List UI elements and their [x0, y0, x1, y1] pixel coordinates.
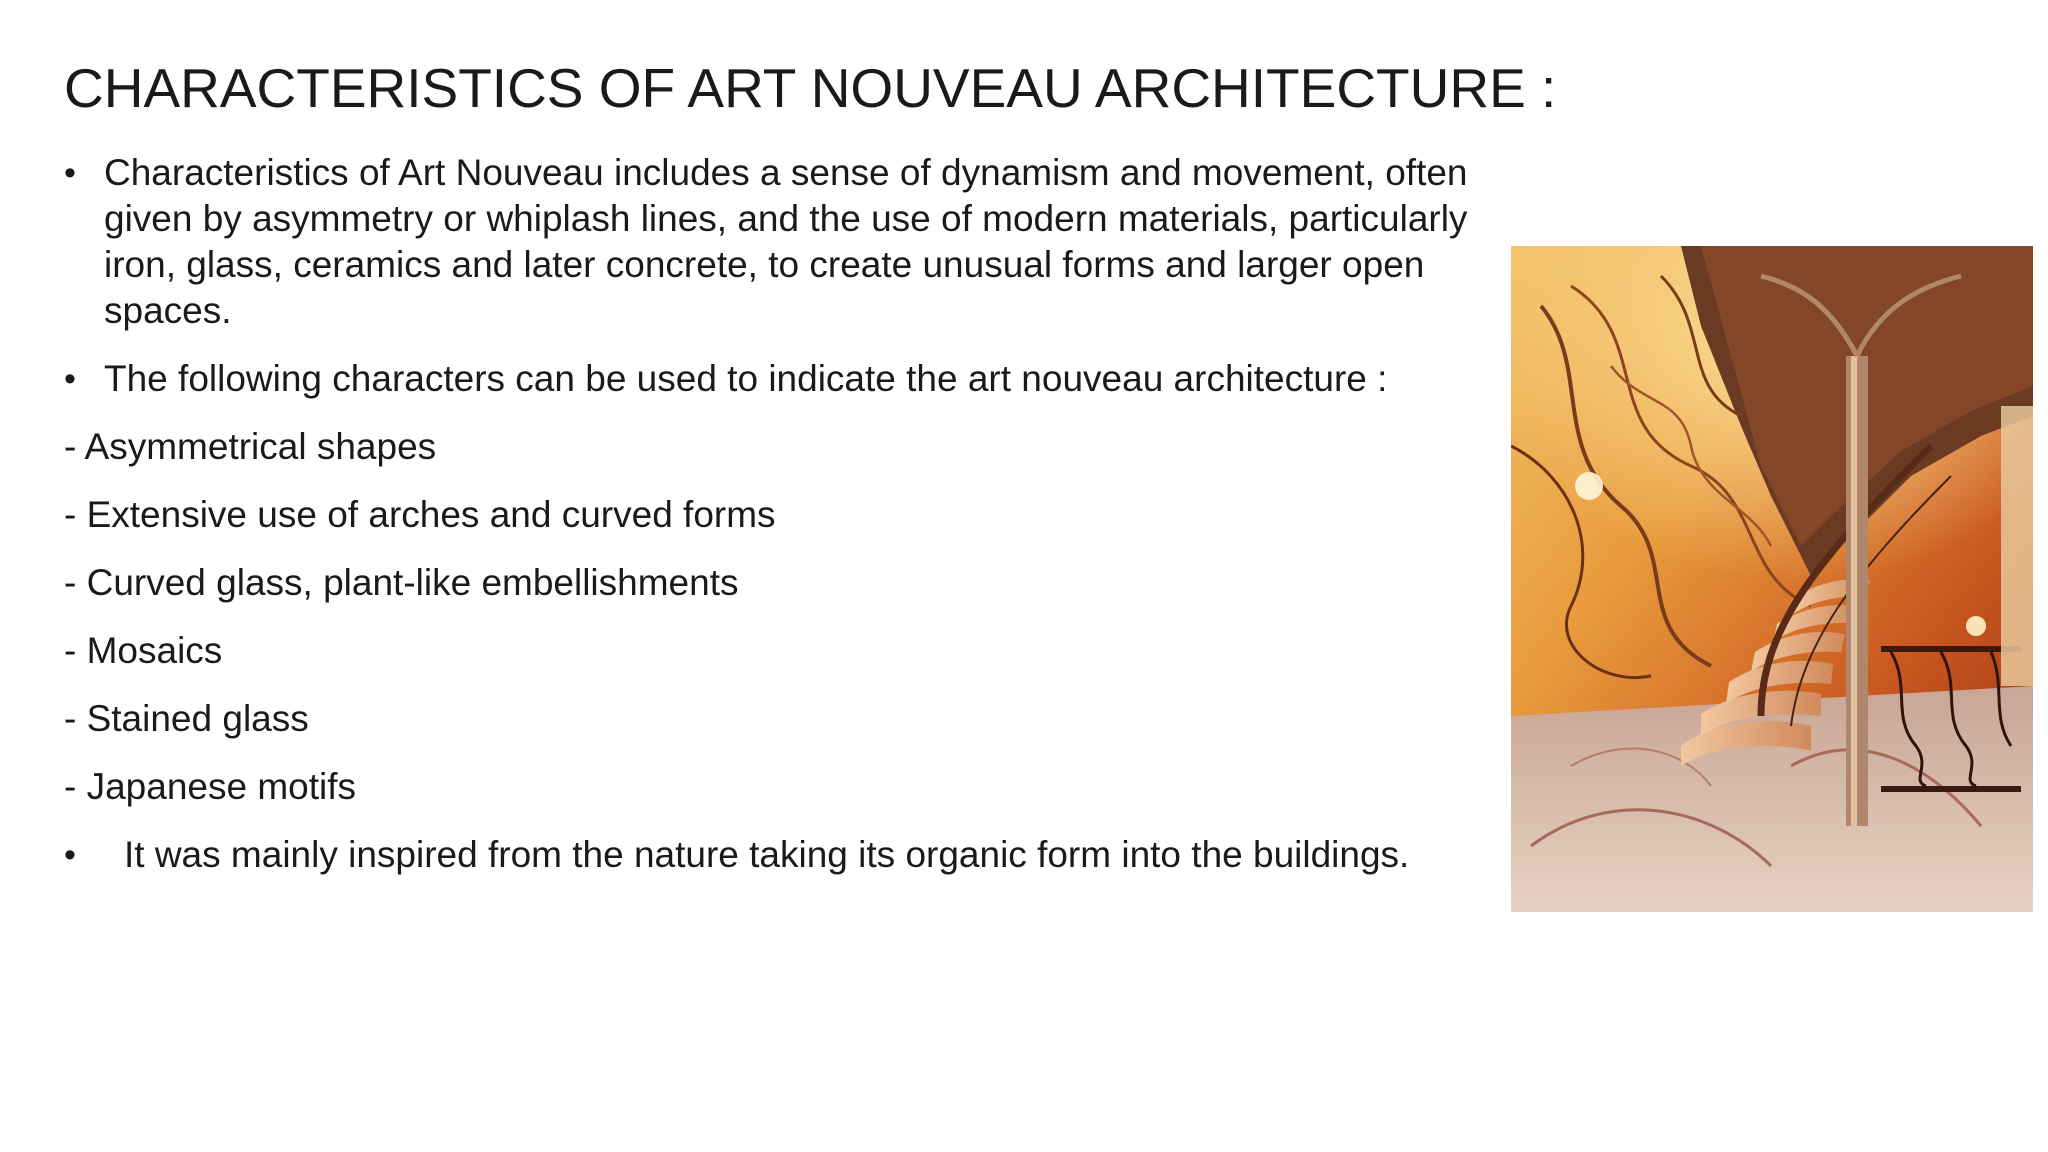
staircase-illustration — [1511, 246, 2033, 912]
slide-body — [64, 150, 1484, 900]
bullet-icon: • — [64, 836, 76, 874]
bullet-icon: • — [64, 154, 76, 192]
art-nouveau-staircase-photo — [1511, 246, 2033, 912]
feature-item: - Extensive use of arches and curved forms — [64, 494, 776, 535]
bullet-text: The following characters can be used to indicate the art nouveau architecture : — [104, 358, 1388, 399]
bullet-icon: • — [64, 360, 76, 398]
slide-title: CHARACTERISTICS OF ART NOUVEAU ARCHITECTURE : — [64, 57, 1557, 119]
feature-item: - Japanese motifs — [64, 766, 357, 807]
bullet-item — [64, 832, 1484, 878]
bullet-text: It was mainly inspired from the nature taking its organic form into the buildings. — [124, 834, 1410, 875]
feature-item: - Asymmetrical shapes — [64, 426, 437, 467]
feature-item: - Mosaics — [64, 630, 223, 671]
feature-item: - Stained glass — [64, 698, 309, 739]
bullet-item — [64, 150, 1484, 334]
feature-item: - Curved glass, plant-like embellishments — [64, 562, 739, 603]
bullet-text: Characteristics of Art Nouveau includes a sense of dynamism and movement, often given by asymmetry or whiplash lines, and the use of modern materials, particularly iron, glass, ceramics and later concrete, to create unusual forms and larger open spaces. — [104, 152, 1468, 331]
bullet-item — [64, 356, 1484, 402]
